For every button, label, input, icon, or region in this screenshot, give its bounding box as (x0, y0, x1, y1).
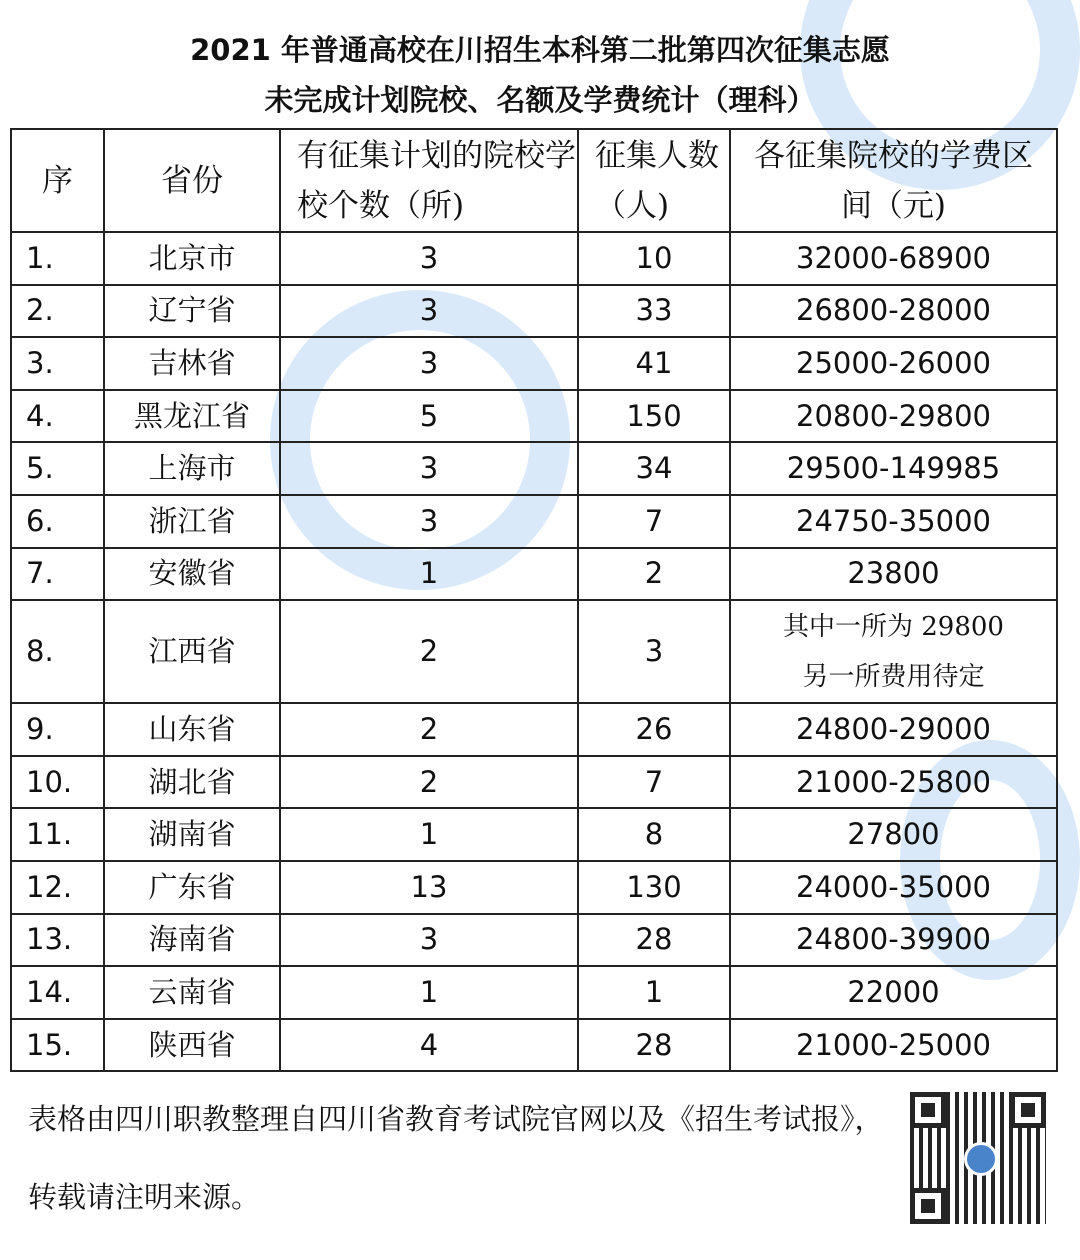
cell-count: 1 (578, 966, 730, 1019)
cell-seq: 5. (11, 442, 104, 495)
page-title-line1: 2021 年普通高校在川招生本科第二批第四次征集志愿 (190, 33, 890, 67)
header-fee: 各征集院校的学费区间（元) (730, 129, 1057, 232)
cell-fee: 24800-29000 (730, 703, 1057, 756)
cell-count: 41 (578, 337, 730, 390)
table-row (11, 390, 1057, 443)
cell-count: 150 (578, 390, 730, 443)
cell-fee: 23800 (730, 548, 1057, 601)
table-row (11, 861, 1057, 914)
cell-schools: 3 (280, 914, 578, 967)
cell-count: 28 (578, 1019, 730, 1072)
cell-fee: 26800-28000 (730, 285, 1057, 338)
cell-schools: 1 (280, 966, 578, 1019)
cell-schools: 3 (280, 442, 578, 495)
cell-fee: 25000-26000 (730, 337, 1057, 390)
cell-schools: 3 (280, 495, 578, 548)
table-row (11, 966, 1057, 1019)
table-row (11, 495, 1057, 548)
fee-line: 另一所费用待定 (802, 661, 985, 692)
cell-seq: 6. (11, 495, 104, 548)
cell-province: 吉林省 (104, 337, 280, 390)
cell-count: 7 (578, 756, 730, 809)
header-seq: 序 (11, 129, 104, 232)
cell-fee: 24750-35000 (730, 495, 1057, 548)
table-row (11, 703, 1057, 756)
cell-schools: 4 (280, 1019, 578, 1072)
cell-schools: 2 (280, 756, 578, 809)
table-row (11, 548, 1057, 601)
source-note: 表格由四川职教整理自四川省教育考试院官网以及《招生考试报》，转载请注明来源。 (28, 1102, 884, 1214)
cell-province: 浙江省 (104, 495, 280, 548)
cell-fee: 21000-25800 (730, 756, 1057, 809)
cell-province: 湖南省 (104, 808, 280, 861)
cell-seq: 14. (11, 966, 104, 1019)
cell-province: 云南省 (104, 966, 280, 1019)
qr-logo-icon (964, 1142, 998, 1176)
cell-fee: 21000-25000 (730, 1019, 1057, 1072)
cell-schools: 1 (280, 548, 578, 601)
cell-seq: 9. (11, 703, 104, 756)
cell-province: 海南省 (104, 914, 280, 967)
page-title-line2: 未完成计划院校、名额及学费统计（理科） (264, 83, 816, 117)
table-row (11, 285, 1057, 338)
cell-province: 上海市 (104, 442, 280, 495)
cell-fee: 24000-35000 (730, 861, 1057, 914)
cell-count: 3 (578, 600, 730, 703)
cell-seq: 11. (11, 808, 104, 861)
cell-fee: 20800-29800 (730, 390, 1057, 443)
cell-seq: 15. (11, 1019, 104, 1072)
cell-province: 辽宁省 (104, 285, 280, 338)
cell-fee: 22000 (730, 966, 1057, 1019)
header-province: 省份 (104, 129, 280, 232)
cell-fee: 27800 (730, 808, 1057, 861)
cell-count: 34 (578, 442, 730, 495)
cell-schools: 3 (280, 337, 578, 390)
cell-province: 北京市 (104, 232, 280, 285)
cell-schools: 2 (280, 703, 578, 756)
table-row (11, 232, 1057, 285)
table-row (11, 914, 1057, 967)
cell-province: 山东省 (104, 703, 280, 756)
table-row (11, 1019, 1057, 1072)
cell-seq: 3. (11, 337, 104, 390)
cell-count: 33 (578, 285, 730, 338)
table-row (11, 808, 1057, 861)
cell-seq: 4. (11, 390, 104, 443)
cell-seq: 10. (11, 756, 104, 809)
cell-seq: 7. (11, 548, 104, 601)
header-count: 征集人数（人) (578, 129, 730, 232)
table-row (11, 600, 1057, 703)
cell-seq: 8. (11, 600, 104, 703)
cell-province: 黑龙江省 (104, 390, 280, 443)
cell-schools: 3 (280, 232, 578, 285)
cell-fee: 32000-68900 (730, 232, 1057, 285)
cell-seq: 12. (11, 861, 104, 914)
qr-code (910, 1092, 1046, 1224)
table-row (11, 337, 1057, 390)
cell-schools: 2 (280, 600, 578, 703)
cell-count: 26 (578, 703, 730, 756)
fee-line: 其中一所为 29800 (783, 611, 1004, 642)
cell-fee: 29500-149985 (730, 442, 1057, 495)
cell-seq: 1. (11, 232, 104, 285)
cell-count: 8 (578, 808, 730, 861)
cell-fee (730, 600, 1057, 703)
table-header-row (11, 129, 1057, 232)
header-schools: 有征集计划的院校学校个数（所) (280, 129, 578, 232)
cell-schools: 5 (280, 390, 578, 443)
cell-count: 130 (578, 861, 730, 914)
table-row (11, 756, 1057, 809)
cell-province: 陕西省 (104, 1019, 280, 1072)
cell-schools: 3 (280, 285, 578, 338)
cell-province: 广东省 (104, 861, 280, 914)
cell-schools: 13 (280, 861, 578, 914)
admission-table (10, 128, 1058, 1072)
cell-province: 安徽省 (104, 548, 280, 601)
cell-schools: 1 (280, 808, 578, 861)
table-row (11, 442, 1057, 495)
cell-count: 7 (578, 495, 730, 548)
cell-seq: 2. (11, 285, 104, 338)
cell-fee: 24800-39900 (730, 914, 1057, 967)
cell-count: 10 (578, 232, 730, 285)
cell-count: 28 (578, 914, 730, 967)
cell-seq: 13. (11, 914, 104, 967)
cell-count: 2 (578, 548, 730, 601)
cell-province: 江西省 (104, 600, 280, 703)
cell-province: 湖北省 (104, 756, 280, 809)
